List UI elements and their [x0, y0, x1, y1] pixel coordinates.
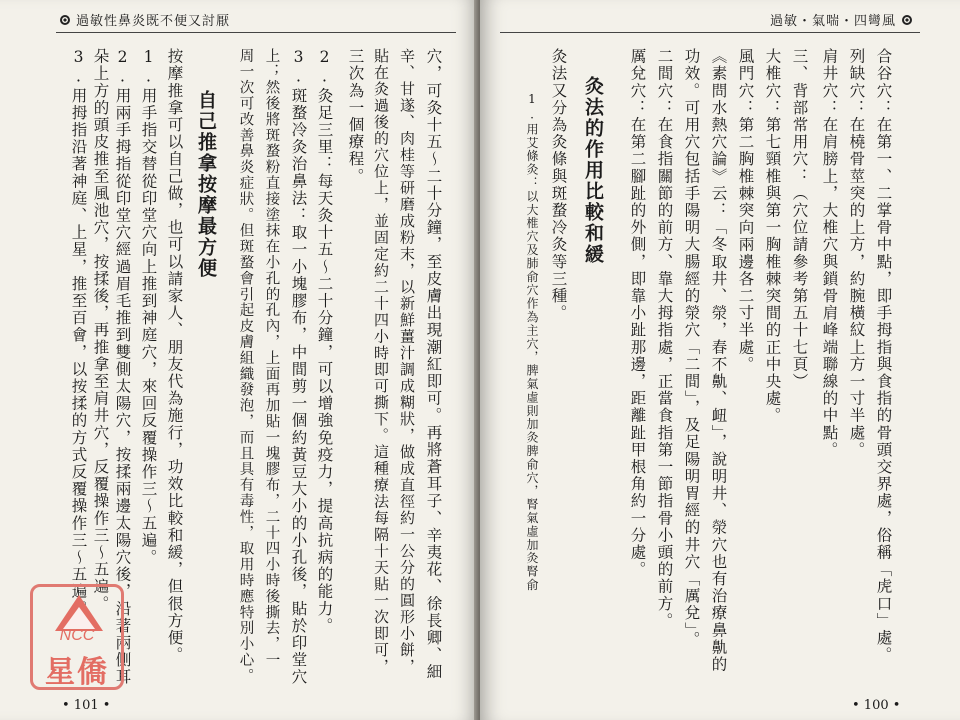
left-page: [0, 0, 478, 720]
text-column: 朵上方的頭皮推至風池穴，按揉後，再推拿至肩井穴，反覆操作三～五遍。: [91, 48, 110, 613]
header-rule: [56, 32, 456, 33]
text-column: 1.用艾條灸：以大椎穴及肺俞穴作為主穴，脾氣虛則加灸脾俞穴，腎氣虛加灸腎俞: [525, 92, 539, 592]
text-column: 貼在灸過後的穴位上，並固定約二十四小時即可撕下。這種療法每隔十天貼一次即可，: [372, 48, 390, 675]
text-column: 周一次可改善鼻炎症狀。但斑蝥會引起皮膚組織發泡，而且具有毒性，取用時應特別小心。: [237, 48, 254, 684]
bullet-icon: [60, 15, 70, 25]
right-page: [480, 0, 960, 720]
text-column: 2.用兩手拇指從印堂穴經過眉毛推到雙側太陽穴，按揉兩邊太陽穴後，沿著兩側耳: [113, 48, 132, 686]
text-column: 三、背部常用穴：（穴位請參考第五十七頁）: [790, 48, 809, 390]
text-column: 1.用手指交替從印堂穴向上推到神庭穴，來回反覆操作三～五遍。: [139, 48, 158, 566]
section-heading: 灸法的作用比較和緩: [582, 76, 604, 265]
text-column: 風門穴：第二胸椎棘突向兩邊各二寸半處。: [736, 48, 755, 373]
text-column: 厲兌穴：在第二腳趾的外側，即靠小趾那邊，距離趾甲根角約一分處。: [628, 48, 647, 579]
text-column: 辛、甘遂、肉桂等研磨成粉末，以新鮮薑汁調成糊狀，做成直徑約一公分的圓形小餅，: [398, 48, 416, 675]
page-number: • 100 •: [852, 698, 901, 713]
logo-latin: NCC: [59, 627, 95, 644]
publisher-logo: [30, 584, 124, 690]
text-column: 灸法又分為灸條與斑蝥冷灸等三種。: [549, 48, 568, 322]
text-column: 穴，可灸十五～二十分鐘，至皮膚出現潮紅即可。再將蒼耳子、辛夷花、徐長卿、細: [424, 48, 443, 681]
text-column: 2.灸足三里：每天灸十五～二十分鐘，可以增強免疫力，提高抗病的能力。: [315, 48, 334, 635]
text-column: 按摩推拿可以自己做，也可以請家人、朋友代為施行，功效比較和緩，但很方便。: [165, 48, 184, 664]
text-column: 上；然後將斑蝥粉直接塗抹在小孔的孔內，上面再加貼一塊膠布，二十四小時後撕去，一: [263, 48, 280, 669]
page-number: • 101 •: [62, 698, 111, 713]
bullet-icon: [902, 15, 912, 25]
left-running-head: 過敏性鼻炎既不便又討厭: [60, 10, 230, 29]
text-column: 二間穴：在食指關節的前方、靠大拇指處，正當食指第一節指骨小頭的前方。: [655, 48, 674, 630]
text-column: 肩井穴：在肩膀上，大椎穴與鎖骨肩峰端聯線的中點。: [820, 48, 839, 459]
right-running-head: 過敏・氣喘・四彎風: [770, 10, 912, 29]
text-column: 列缺穴：在橈骨莖突的上方，約腕橫紋上方一寸半處。: [847, 48, 866, 459]
text-column: 功效。可用穴包括手陽明大腸經的滎穴「二間」，及足陽明胃經的井穴「厲兌」。: [682, 48, 701, 649]
section-heading: 自己推拿按摩最方便: [195, 90, 217, 279]
header-rule: [500, 32, 920, 33]
text-column: 大椎穴：第七頸椎與第一胸椎棘突間的正中央處。: [763, 48, 782, 425]
text-column: 3.用拇指沿著神庭、上星，推至百會，以按揉的方式反覆操作三～五遍。: [69, 48, 88, 618]
text-column: 《素問水熱穴論》云：「冬取井、滎，春不鼽、衄」，說明井、滎穴也有治療鼻鼽的: [709, 48, 728, 673]
text-column: 3.斑蝥冷灸治鼻法：取一小塊膠布，中間剪一個約黃豆大小的小孔後，貼於印堂穴: [289, 48, 308, 686]
logo-chinese: 星僑: [45, 655, 109, 690]
text-column: 三次為一個療程。: [346, 48, 365, 185]
text-column: 合谷穴：在第一、二掌骨中點，即手拇指與食指的骨頭交界處，俗稱「虎口」處。: [874, 48, 893, 664]
